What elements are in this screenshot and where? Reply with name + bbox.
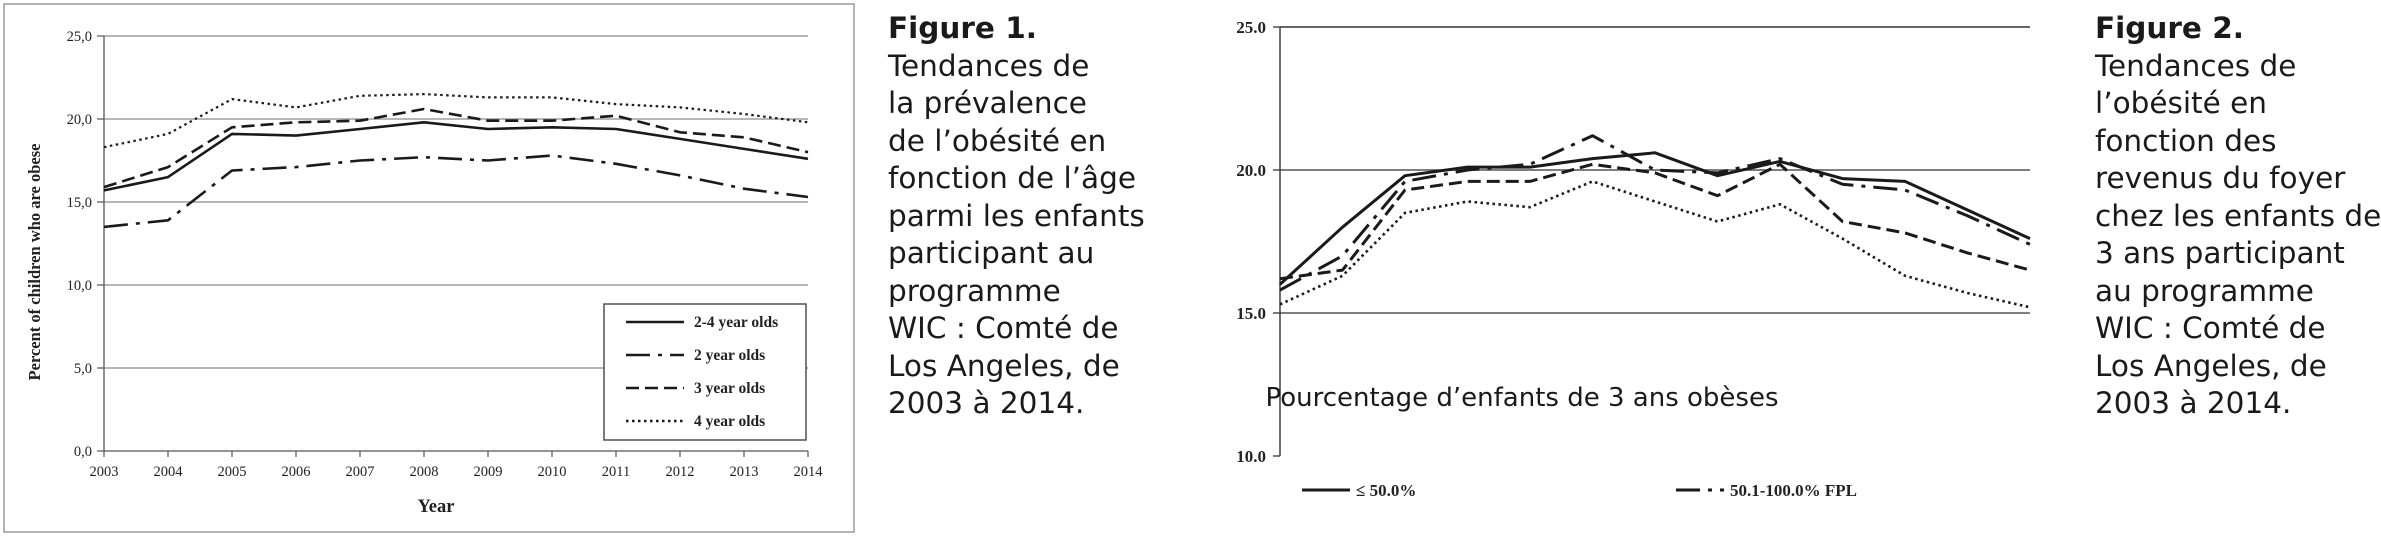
caption-line: 2003 à 2014. [2095,386,2292,420]
y-tick-label: 20,0 [66,112,92,128]
legend-label: 50.1-100.0% FPL [1730,481,1858,500]
figure-2-title: Figure 2. [2095,11,2244,45]
y-tick-label: 10.0 [1236,447,1266,466]
y-tick-label: 25.0 [1236,18,1266,37]
series-line-dotted [104,94,808,147]
caption-line: fonction des [2095,123,2277,158]
caption-line: WIC : Comté de [2095,311,2326,345]
y-tick-label: 15,0 [66,195,92,211]
x-tick-label: 2008 [409,464,439,480]
y-tick-label: 10,0 [66,278,92,294]
x-tick-label: 2013 [729,464,759,480]
caption-line: 2003 à 2014. [888,386,1085,420]
x-tick-label: 2010 [537,464,567,480]
caption-line: Tendances de [888,48,1090,83]
chart-2 [1190,0,2070,541]
chart-1-xlabel: Year [417,497,455,517]
legend-label: 3 year olds [694,380,766,397]
chart-1-border [4,4,854,532]
caption-line: Los Angeles, de [888,348,1120,383]
chart-2-legend [1302,481,1857,500]
caption-line: programme [888,273,1061,308]
caption-line: au programme [2095,273,2314,308]
series-line-dashdot [104,156,808,227]
x-tick-label: 2006 [281,464,311,480]
x-tick-label: 2003 [89,464,119,480]
series-line-dashdot [1280,136,2030,290]
x-tick-label: 2011 [601,464,631,480]
caption-line: fonction de l’âge [888,161,1137,195]
legend-label: ≤ 50.0% [1356,481,1417,500]
y-tick-label: 20.0 [1236,161,1266,180]
figure-2-caption [2095,10,2381,423]
caption-line: l’obésité en [2095,86,2268,120]
series-line-dashed [1280,164,2030,278]
y-tick-label: 15.0 [1236,304,1266,323]
y-tick-label: 5,0 [73,361,92,377]
caption-line: parmi les enfants [888,198,1145,233]
caption-line: chez les enfants de [2095,198,2381,233]
y-tick-label: 25,0 [66,29,92,45]
chart-1-legend [604,304,806,440]
caption-line: la prévalence [888,86,1087,120]
y-tick-label: 0,0 [73,444,92,460]
caption-line: Los Angeles, de [2095,348,2327,383]
caption-line: revenus du foyer [2095,161,2346,195]
chart-1 [0,0,860,541]
caption-line: participant au [888,236,1095,270]
chart-2-title: Pourcentage d’enfants de 3 ans obèses [1265,383,1779,413]
x-tick-label: 2007 [345,464,375,480]
figure-1-title: Figure 1. [888,11,1037,45]
x-tick-label: 2005 [217,464,247,480]
caption-line: WIC : Comté de [888,311,1119,345]
series-line-dotted [1280,181,2030,307]
x-tick-label: 2012 [665,464,695,480]
figure-1-caption [888,10,1145,423]
caption-line: de l’obésité en [888,123,1107,158]
x-tick-label: 2004 [153,464,183,480]
caption-line: Tendances de [2095,48,2297,83]
legend-label: 2-4 year olds [694,314,779,331]
legend-label: 2 year olds [694,347,766,364]
caption-line: 3 ans participant [2095,236,2345,270]
chart-1-ylabel: Percent of children who are obese [25,143,44,381]
legend-label: 4 year olds [694,413,766,430]
x-tick-label: 2014 [793,464,823,480]
x-tick-label: 2009 [473,464,503,480]
